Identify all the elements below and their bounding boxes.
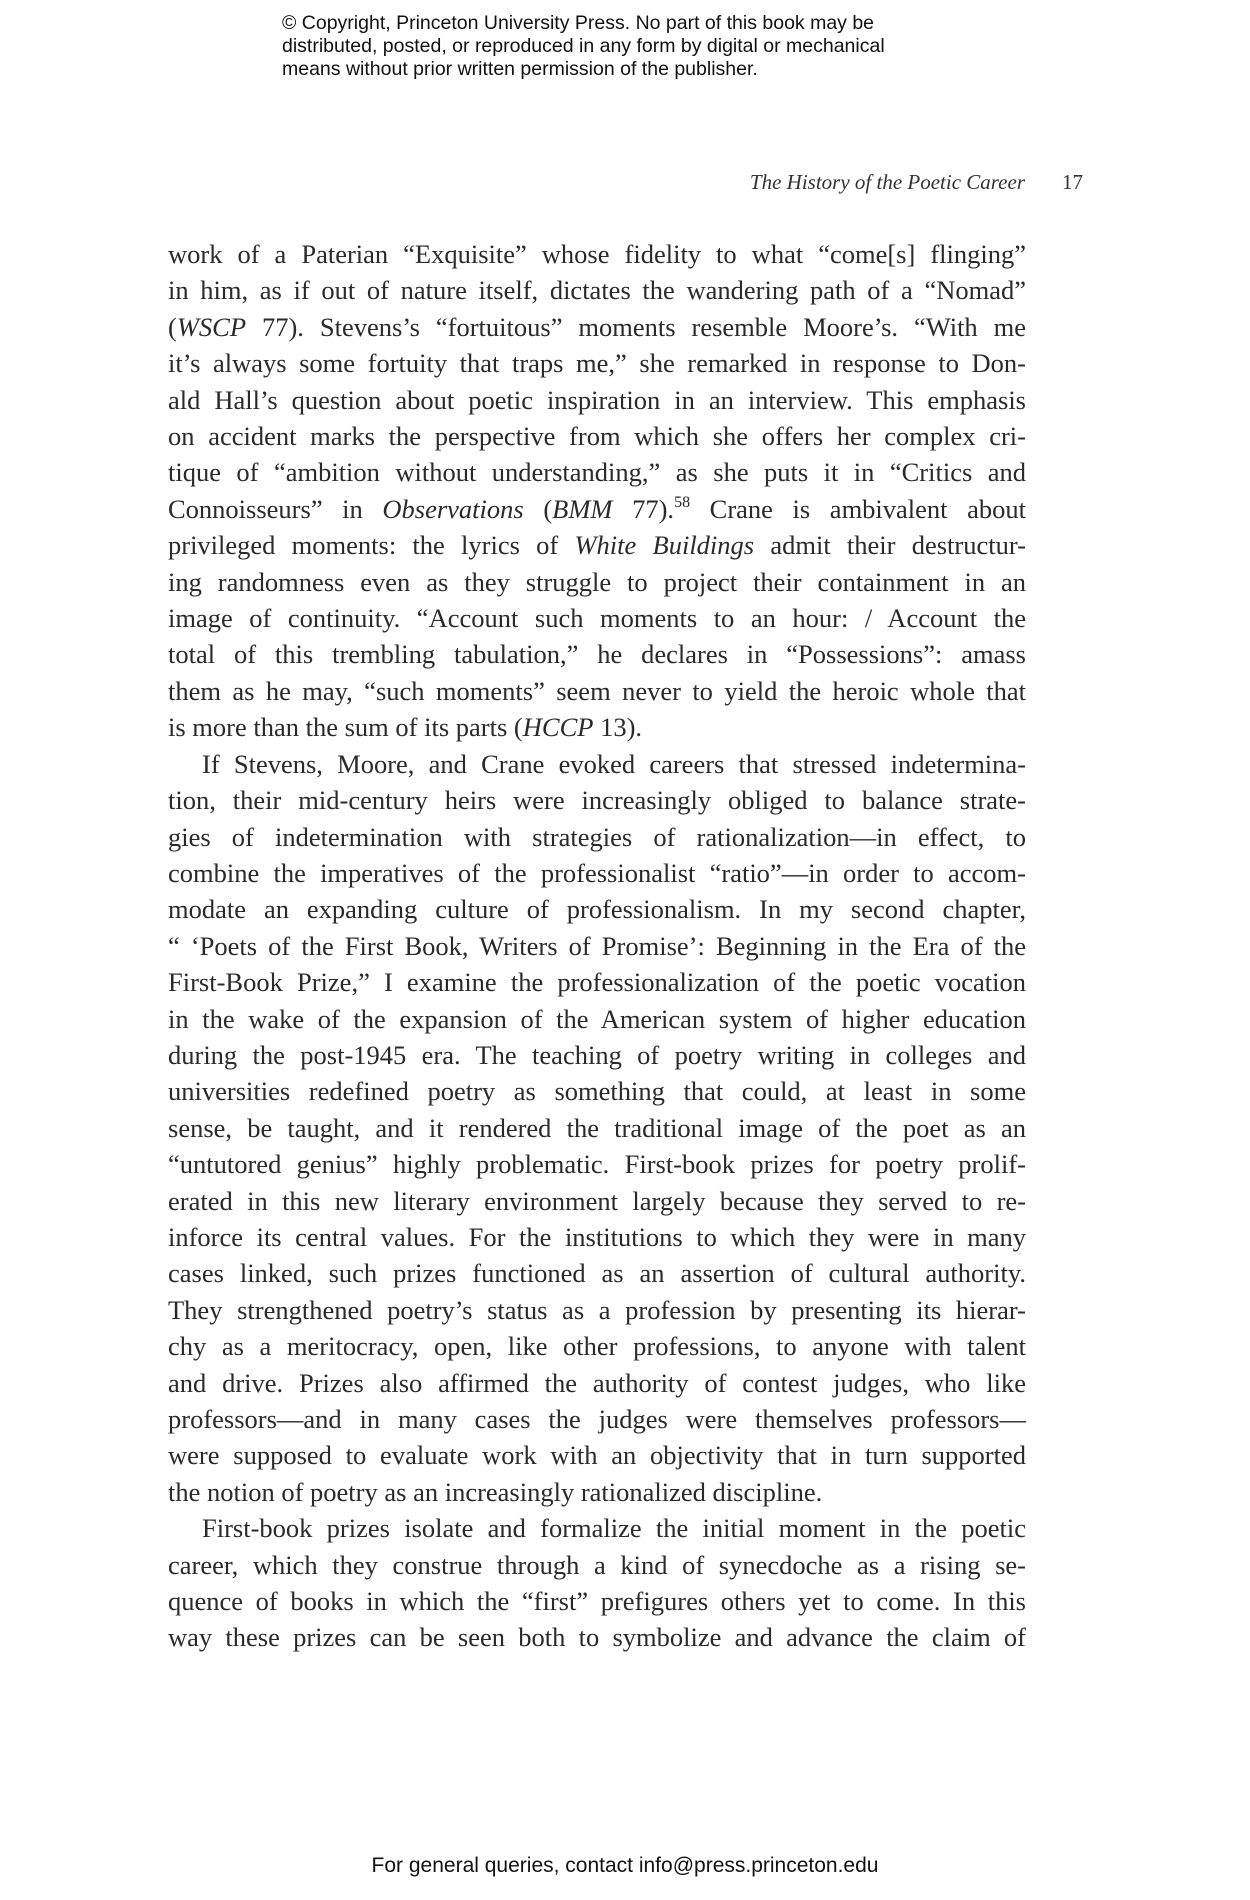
running-title: The History of the Poetic Career xyxy=(749,170,1025,194)
text-line: in the wake of the expansion of the American system of higher education xyxy=(168,1003,1026,1034)
text-line: career, which they construe through a kind of synecdoche as a rising se- xyxy=(168,1549,1026,1580)
text-line: is more than the sum of its parts (HCCP 13). xyxy=(168,712,643,743)
page-number: 17 xyxy=(1062,170,1083,194)
text-line: Connoisseurs” in Observations (BMM 77).$^{58}$ Crane is ambivalent about xyxy=(168,493,1027,524)
text-line: erated in this new literary environment largely because they served to re- xyxy=(168,1185,1026,1216)
text-line: First-book prizes isolate and formalize the initial moment in the poetic xyxy=(202,1513,1026,1544)
text-line: tique of “ambition without understanding,” as she puts it in “Critics and xyxy=(168,457,1026,488)
text-line: First-Book Prize,” I examine the professionalization of the poetic vocation xyxy=(168,967,1026,998)
footer-contact: For general queries, contact info@press.princeton.edu xyxy=(371,1854,879,1877)
text-line: and drive. Prizes also affirmed the authority of contest judges, who like xyxy=(168,1367,1026,1398)
text-line: professors—and in many cases the judges were themselves professors— xyxy=(168,1404,1026,1434)
text-line: If Stevens, Moore, and Crane evoked careers that stressed indetermina- xyxy=(202,748,1026,779)
text-line: ald Hall’s question about poetic inspiration in an interview. This emphasis xyxy=(168,384,1026,415)
text-line: (WSCP 77). Stevens’s “fortuitous” moments resemble Moore’s. “With me xyxy=(168,311,1026,342)
text-line: total of this trembling tabulation,” he declares in “Possessions”: amass xyxy=(168,639,1026,670)
text-line: the notion of poetry as an increasingly rationalized discipline. xyxy=(168,1476,823,1507)
copyright-line: © Copyright, Princeton University Press. No part of this book may be xyxy=(282,12,875,34)
text-line: during the post-1945 era. The teaching of poetry writing in colleges and xyxy=(168,1039,1026,1070)
text-line: “untutored genius” highly problematic. First-book prizes for poetry prolif- xyxy=(168,1149,1026,1180)
text-line: sense, be taught, and it rendered the traditional image of the poet as an xyxy=(168,1112,1026,1143)
text-line: gies of indetermination with strategies of rationalization—in effect, to xyxy=(168,821,1026,852)
text-line: cases linked, such prizes functioned as an assertion of cultural authority. xyxy=(168,1258,1026,1289)
text-line: on accident marks the perspective from which she offers her complex cri- xyxy=(168,421,1026,452)
text-line: were supposed to evaluate work with an objectivity that in turn supported xyxy=(168,1440,1026,1471)
text-line: quence of books in which the “first” prefigures others yet to come. In this xyxy=(168,1586,1026,1617)
text-line: work of a Paterian “Exquisite” whose fidelity to what “come[s] flinging” xyxy=(168,239,1026,269)
text-line: “ ‘Poets of the First Book, Writers of Promise’: Beginning in the Era of the xyxy=(168,930,1026,961)
text-line: inforce its central values. For the institutions to which they were in many xyxy=(168,1221,1026,1252)
text-line: universities redefined poetry as something that could, at least in some xyxy=(168,1076,1026,1107)
text-line: combine the imperatives of the professionalist “ratio”—in order to accom- xyxy=(168,857,1026,888)
body-text xyxy=(168,236,1026,1656)
text-line: tion, their mid-century heirs were increasingly obliged to balance strate- xyxy=(168,785,1026,816)
text-line: way these prizes can be seen both to symbolize and advance the claim of xyxy=(168,1622,1026,1653)
text-line: it’s always some fortuity that traps me,” she remarked in response to Don- xyxy=(168,348,1026,379)
text-line: modate an expanding culture of professionalism. In my second chapter, xyxy=(168,894,1026,925)
text-line: them as he may, “such moments” seem never to yield the heroic whole that xyxy=(168,675,1026,706)
text-line: They strengthened poetry’s status as a profession by presenting its hierar- xyxy=(168,1294,1026,1325)
text-line: ing randomness even as they struggle to project their containment in an xyxy=(168,566,1026,597)
text-line: privileged moments: the lyrics of White Buildings admit their destructur- xyxy=(168,530,1026,561)
text-line: image of continuity. “Account such moments to an hour: / Account the xyxy=(168,603,1026,634)
copyright-line: means without prior written permission of the publisher. xyxy=(282,58,758,80)
text-line: in him, as if out of nature itself, dictates the wandering path of a “Nomad” xyxy=(168,275,1026,306)
copyright-notice xyxy=(282,12,1042,81)
text-line: chy as a meritocracy, open, like other professions, to anyone with talent xyxy=(168,1331,1026,1362)
copyright-line: distributed, posted, or reproduced in any form by digital or mechanical xyxy=(282,35,885,57)
